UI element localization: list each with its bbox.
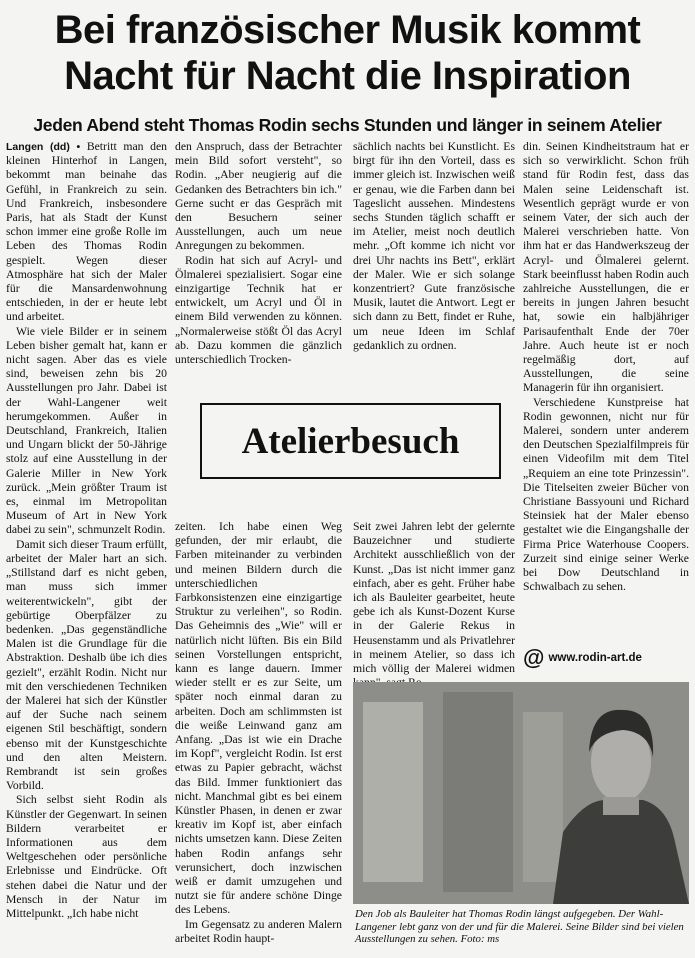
dateline: Langen (dd) • (6, 141, 81, 153)
column-4 (523, 140, 689, 628)
at-icon: @ (523, 645, 545, 670)
website-url[interactable]: www.rodin-art.de (548, 652, 642, 664)
paragraph: din. Seinen Kindheitstraum hat er sich so verwirklicht. Schon früh stand für Rodin fest, dass das Malen seine Leidenschaft ist. Wesentlich geprägt wurde er von seinem Vater, der sich auch der Malerei verschrieben hatte. Von ihm hat er das Handwerkszeug der Acryl- und Ölmalerei gelernt. Stark beeinflusst haben Rodin auch zahlreiche Ausstellungen, die er bereits in jungen Jahren besucht hat, sowie ein halbjähriger Parisaufenthalt Ende der 70er Jahre. Auch heute ist er noch regelmäßig dort, auf Ausstellungen, die seine Managerin für ihn organisiert. (523, 140, 689, 395)
paragraph: Rodin hat sich auf Acryl- und Ölmalerei spezialisiert. Sogar eine einzigartige Technik hat er entwickelt, um Acryl und Öl in einem Bild verwenden zu können. „Normalerweise stößt Öl das Acryl ab. Dazu kommen die gänzlich unterschiedlich Trocken- (175, 253, 342, 367)
photo-credit: Foto: ms (460, 933, 500, 945)
paragraph: Sich selbst sieht Rodin als Künstler der Gegenwart. In seinen Bildern verarbeitet er Informationen aus dem Weltgeschehen oder persönliche Erlebnisse und Eindrücke. Oft stehen dabei die Natur und der Mensch in der Natur im Mittelpunkt. „Ich habe nicht (6, 793, 167, 920)
paragraph-text: Betritt man den kleinen Hinterhof in Langen, bekommt man beinahe das Gefühl, in Frankreich zu sein. Und Frankreich, insbesondere Paris, hat als Stadt der Kunst schon immer eine große Rolle im Leben des Thomas Rodin gespielt. Wegen dieser Atmosphäre hat sich der Maler für die Mansardenwohnung entschieden, in der er heute lebt und arbeitet. (6, 140, 168, 324)
headline-line-2: Nacht für Nacht die Inspiration (64, 54, 631, 98)
paragraph (6, 140, 167, 325)
paragraph: Verschiedene Kunstpreise hat Rodin gewonnen, nicht nur für Malerei, sondern unter anderem den Deutschen Spezialfilmpreis für einen Videofilm mit dem Titel „Requiem an eine tote Prinzessin". Die Titelseiten zweier Bücher von Christiane Bassyouni und Richard Steinsiek hat der Maler ebenso gestaltet wie die Eingangshalle der Firma Price Waterhouse Coopers. Zurzeit sind einige seiner Werke bei Dow Deutschland in Schwalbach zu sehen. (523, 395, 689, 594)
paragraph: Im Gegensatz zu anderen Malern arbeitet Rodin haupt- (175, 917, 342, 945)
subheadline: Jeden Abend steht Thomas Rodin sechs Stunden und länger in seinem Atelier (33, 115, 662, 135)
headline-line-1: Bei französischer Musik kommt (54, 8, 641, 52)
artist-photo (353, 682, 689, 904)
paragraph: sächlich nachts bei Kunstlicht. Es birgt für ihn den Vorteil, dass es immer gleich ist. Inzwischen weiß er genau, wie die Farben dann bei Tageslicht aussehen. Mindestens sechs Stunden täglich schafft er im Atelier, meist noch deutlich mehr. „Oft komme ich nicht vor drei Uhr nachts ins Bett", erklärt der Maler. Wie er sich solange konzentriert? Gute französische Musik, lautet die Antwort. Legt er sich dann zu Bett, findet er Ruhe, um neue Ideen im Schlaf gedanklich zu ordnen. (353, 140, 515, 352)
artist-photo-illustration (353, 682, 689, 904)
paragraph: zeiten. Ich habe einen Weg gefunden, der mir erlaubt, die Farben miteinander zu verbinden und meinen Bildern durch die unterschiedlichen Farbkonsistenzen eine einzigartige Struktur zu verleihen", so Rodin. Das Geheimnis des „Wie" will er natürlich nicht lüften. Bis ein Bild seinen Vorstellungen entspricht, kann es lange dauern. Immer wieder stellt er es zur Seite, um später noch einmal daran zu arbeiten. Doch am schlimmsten ist die weiße Leinwand ganz am Anfang. „Das ist wie ein Drache im Kopf", vergleicht Rodin. Ist erst etwas zu Papier gebracht, wächst das Bild. Immer funktioniert das nicht. Manchmal gibt es bei einem Künstler Phasen, in denen er zwar kreativ im Kopf ist, aber einfach nichts umsetzen kann. Diese Zeiten haben Rodin anfangs sehr verunsichert, doch inzwischen weiß er damit umzugehen und nutzt sie für andere schöne Dinge des Lebens. (175, 520, 342, 917)
column-3-bottom (353, 520, 515, 682)
column-3-top (353, 140, 515, 378)
column-2-top (175, 140, 342, 378)
paragraph: Seit zwei Jahren lebt der gelernte Bauzeichner und studierte Architekt ausschließlich von der Kunst. „Das ist nicht immer ganz einfach, aber es geht. Früher habe ich als Bauleiter gearbeitet, heute gebe ich als Kunst-Dozent Kurse in der Galerie Rekus in Heusenstamm und als Privatlehrer in meinem Atelier, so dass ich mich völlig der Malerei widmen (353, 520, 515, 676)
column-2-bottom (175, 520, 342, 958)
photo-caption (355, 908, 689, 946)
website-link[interactable] (523, 645, 689, 671)
paragraph: Wie viele Bilder er in seinem Leben bisher gemalt hat, kann er nicht sagen. Aber das es viele sind, beweisen zehn bis 20 Ausstellungen pro Jahr. Dabei ist der Wahl-Langener weit herumgekommen. Außer in Deutschland, Frankreich, Italien und Ungarn blickt der 50-Jährige stolz auf eine Ausstellung in der Galerie Miller in New York zurück. „Mein größter Traum ist es, einmal im Metropolitan Museum of Art in New York dabei zu sein", schmunzelt Rodin. (6, 324, 167, 537)
paragraph: den Anspruch, dass der Betrachter mein Bild sofort versteht", so Rodin. „Aber neugierig auf die Gedanken des Betrachters bin ich." Gerne sucht er das Gespräch mit den Besuchern seiner Ausstellungen, auch um neue Anregungen zu bekommen. (175, 140, 342, 253)
column-1 (6, 140, 167, 958)
section-box-title: Atelierbesuch (200, 403, 501, 479)
paragraph: Damit sich dieser Traum erfüllt, arbeitet der Maler hart an sich. „Stillstand darf es nicht geben, man muss sich immer weiterentwickeln", gibt der gebürtige Oberpfälzer zu bedenken. „Das gegenständliche Malen ist die Grundlage für die Abstraktion. Deshalb übe ich dies gezielt", erzählt Rodin. Nicht nur mit den verschiedenen Techniken der Malerei hat sich der Künstler auf der Suche nach seinem eigenen Stil beschäftigt, sondern ebenso mit der Kunstgeschichte und den alten Meistern. Rembrandt ist sein großes Vorbild. (6, 537, 167, 793)
caption-text: Den Job als Bauleiter hat Thomas Rodin längst aufgegeben. Der Wahl-Langener lebt ganz von der und für die Malerei. Seine Bilder sind bei vielen Ausstellungen zu sehen. (355, 908, 684, 945)
